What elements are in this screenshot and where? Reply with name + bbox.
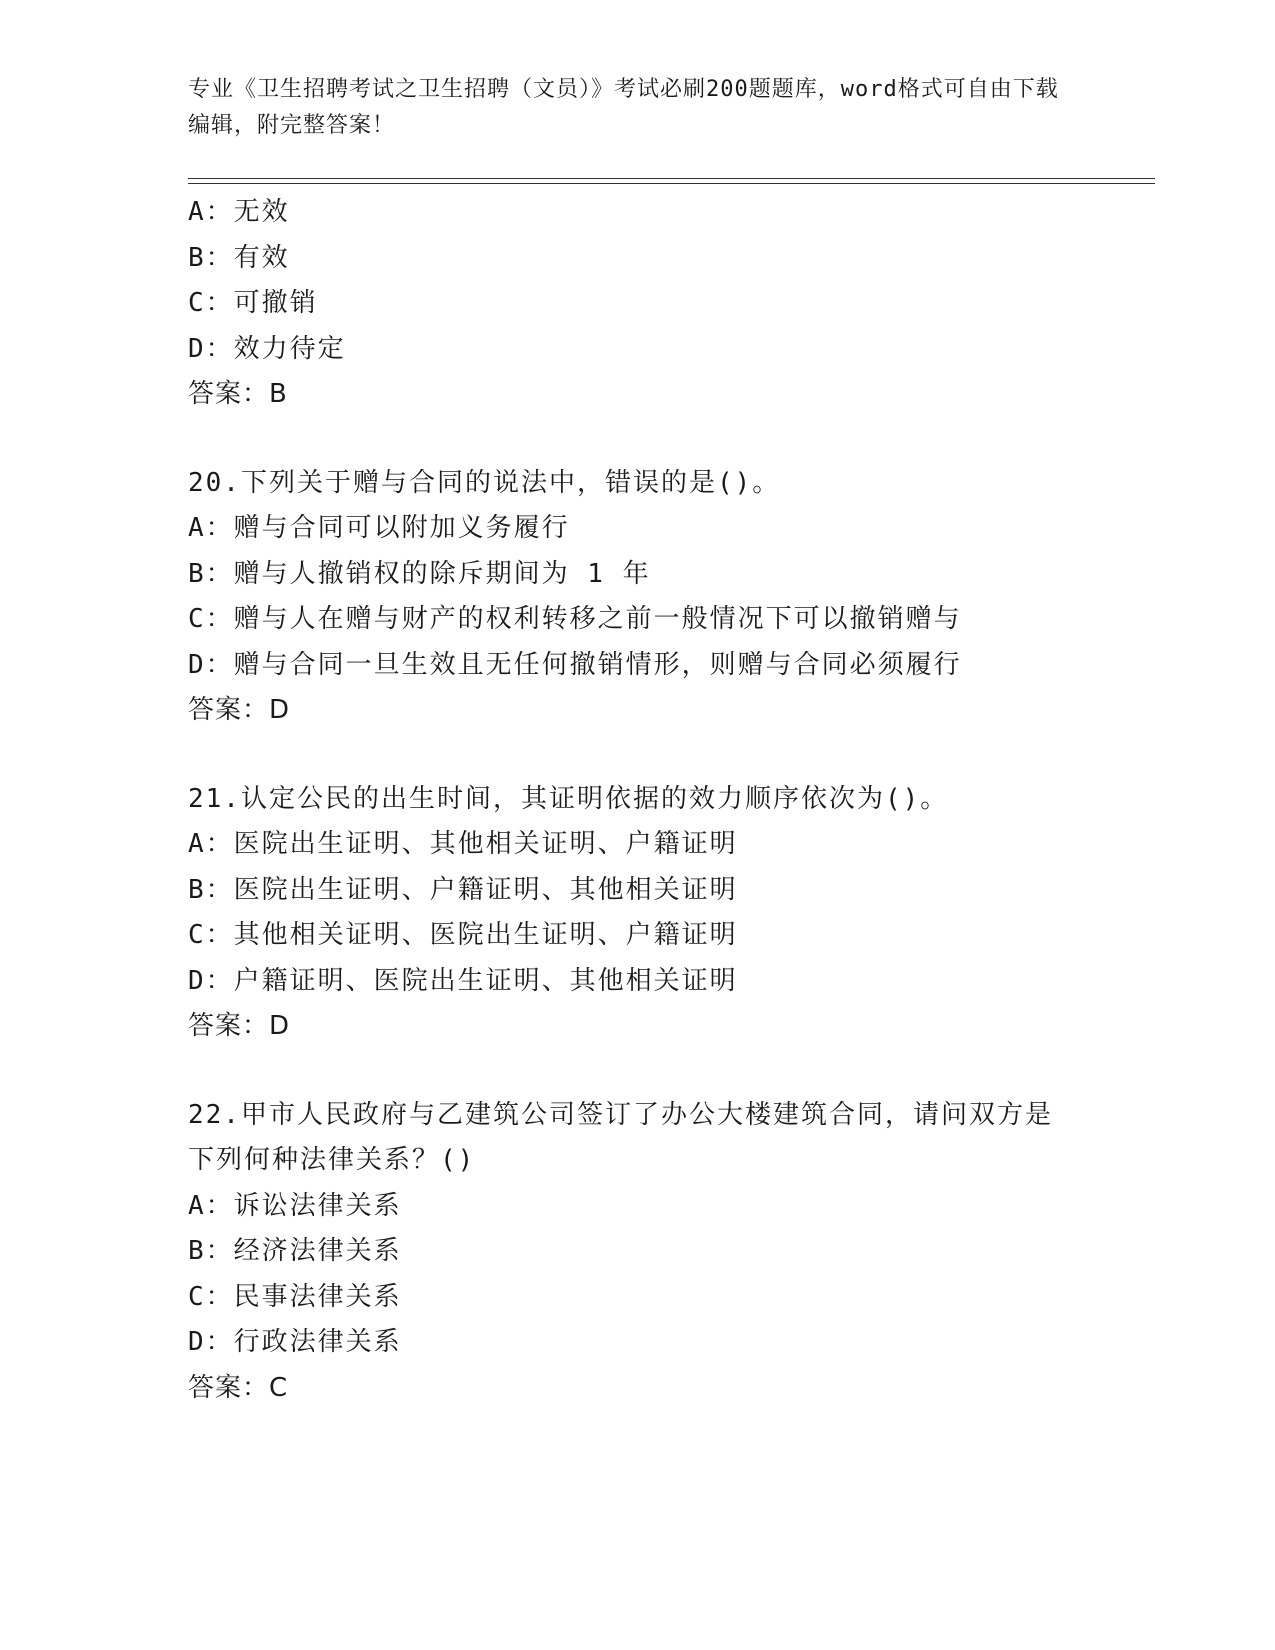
- spacer: [188, 418, 1148, 461]
- question-stem: 21.认定公民的出生时间，其证明依据的效力顺序依次为()。: [188, 783, 949, 814]
- question-stem: 22.甲市人民政府与乙建筑公司签订了办公大楼建筑合同，请问双方是下列何种法律关系？(): [188, 1099, 1053, 1175]
- option-b: B：经济法律关系: [188, 1236, 402, 1266]
- option-c: C：其他相关证明、医院出生证明、户籍证明: [188, 920, 738, 950]
- document-header: 专业《卫生招聘考试之卫生招聘（文员）》考试必刷200题题库，word格式可自由下载编辑，附完整答案！: [188, 77, 1059, 138]
- option-d: D：效力待定: [188, 333, 346, 364]
- option-b: B：有效: [188, 242, 290, 273]
- option-d: D：行政法律关系: [188, 1327, 402, 1357]
- question-stem: 20.下列关于赠与合同的说法中，错误的是()。: [188, 467, 781, 498]
- option-a: A：医院出生证明、其他相关证明、户籍证明: [188, 829, 738, 859]
- option-a: A：诉讼法律关系: [188, 1190, 402, 1221]
- header-rule-bottom: [188, 183, 1155, 184]
- header-rule-top: [188, 178, 1155, 179]
- option-d: D：户籍证明、医院出生证明、其他相关证明: [188, 965, 738, 996]
- answer-line: 答案：D: [188, 1011, 291, 1041]
- option-d: D：赠与合同一旦生效且无任何撤销情形，则赠与合同必须履行: [188, 649, 962, 680]
- answer-line: 答案：D: [188, 695, 291, 725]
- answer-line: 答案：B: [188, 379, 288, 409]
- option-b: B：医院出生证明、户籍证明、其他相关证明: [188, 874, 738, 905]
- question-list: [188, 190, 1148, 1411]
- question-20: [188, 461, 1148, 734]
- question-19: [188, 190, 1148, 418]
- option-c: C：赠与人在赠与财产的权利转移之前一般情况下可以撤销赠与: [188, 604, 962, 634]
- option-a: A：无效: [188, 197, 290, 227]
- option-c: C：民事法律关系: [188, 1281, 402, 1312]
- spacer: [188, 1050, 1148, 1093]
- option-a: A：赠与合同可以附加义务履行: [188, 513, 570, 543]
- option-b: B：赠与人撤销权的除斥期间为 1 年: [188, 558, 651, 589]
- question-21: [188, 777, 1148, 1050]
- spacer: [188, 734, 1148, 777]
- question-22: [188, 1093, 1148, 1412]
- answer-line: 答案：C: [188, 1372, 289, 1403]
- option-c: C：可撤销: [188, 288, 318, 318]
